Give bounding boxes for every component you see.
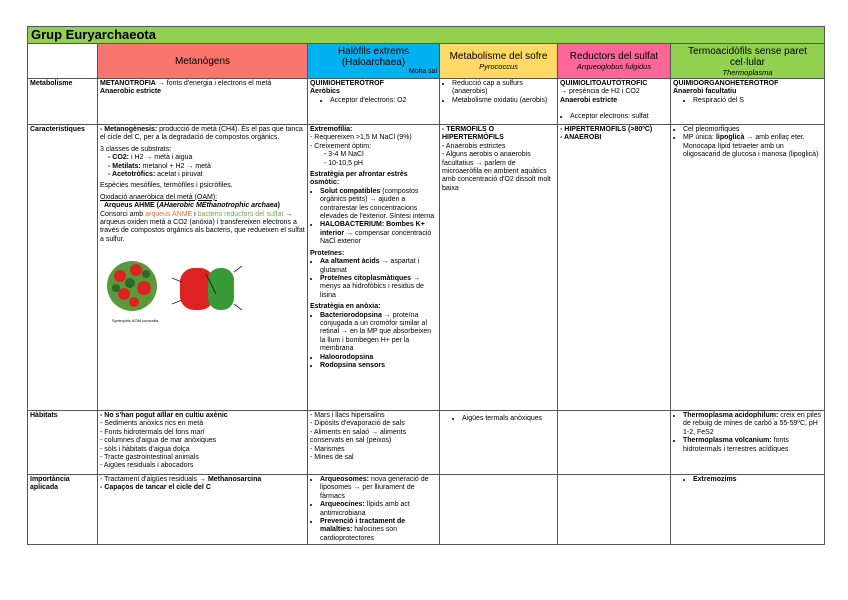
list-item: - Tracte gastrointestinal animals [100, 454, 199, 462]
text: → arqueus oxiden metà a CO2 (anòxia) i transfereixen electrons a través de compostos orgànics als bacteris, que redueixen el sulfat a sulfur. [100, 210, 305, 243]
header-row [28, 44, 825, 79]
text: MP única: [683, 134, 716, 142]
header-reductors-label: Reductors del sulfat [569, 51, 659, 62]
text: Arqueus AHME ( [104, 202, 159, 210]
cell-importancia-termoacidofils [671, 475, 825, 545]
text: halocines son cardioprotectores [320, 526, 398, 542]
text: - Metanogènesis: [100, 126, 158, 133]
list-item: - Mines de sal [310, 454, 354, 462]
cell-metabolisme-termoacidofils [671, 79, 825, 125]
header-sofre-sub: Pyrococcus [479, 62, 518, 71]
cell-metabolisme-sofre [440, 79, 558, 125]
text: lipoglicà [715, 134, 745, 142]
text: - Creixement òptim: [310, 142, 372, 150]
header-sofre-label: Metabolisme del sofre [449, 51, 548, 62]
text: thanotrophic archaea [206, 202, 278, 210]
text: → proteïna conjugada a un cromòfor similar al retinal → en la MP que absorbeixen la llum i bombegen H+ per la membrana [320, 311, 432, 353]
text: bacteris reductors del sulfat [197, 210, 284, 218]
text: Aeròbics [310, 88, 340, 96]
aom-consortia-figure [102, 248, 272, 328]
text: METANOTRÒFIA [100, 80, 156, 87]
text: → fonts d'energia i electrons el metà [155, 80, 272, 87]
text: → presència de H2 i CO2 [560, 88, 640, 96]
text: → amb enllaç eter. Monocapa lípid tetraeter amb un oligosacarid de glucosa i manosa (lipoglicà) [683, 134, 819, 159]
list-item: • Acceptor electrons: sulfat [570, 113, 668, 121]
header-metanogens-label: Metanògens [174, 55, 231, 67]
text: aerobic ME [169, 202, 207, 210]
text: Thermoplasma volcanium: [683, 437, 772, 445]
row-label-importancia: Importància aplicada [28, 475, 98, 545]
list-item: - Dipòsits d'evaporació de sals [310, 420, 405, 428]
list-item: • Cel pleomorfiques [683, 126, 822, 134]
text: Proteïnes citoplasmàtiques → [320, 274, 420, 282]
row-metabolisme [28, 79, 825, 125]
header-metanogens [98, 44, 308, 79]
cell-habitats-metanogens [98, 411, 308, 475]
text: Anaerobi estricte [560, 96, 618, 104]
text: Proteïnes: [310, 249, 345, 257]
cell-caract-sofre [440, 125, 558, 411]
text: - Acetotròfics: [108, 171, 156, 179]
text: Prevenció i tractament de malalties: [320, 518, 406, 534]
cell-caract-termoacidofils [671, 125, 825, 411]
list-item: - Mars i llacs hipersalins [310, 412, 385, 419]
cell-caract-metanogens [98, 125, 308, 411]
cell-metabolisme-halofils [308, 79, 440, 125]
text: arqueus ANME [145, 210, 193, 218]
header-halofils-label: Halòfils extrems (Haloarchaea) [337, 46, 410, 68]
text: AH [158, 202, 170, 210]
text: Arqueocines: [320, 501, 365, 509]
text: Bacteriorodopsina [320, 311, 382, 319]
list-item: - Fonts hidrotermals del fons marí [100, 428, 205, 436]
cell-metabolisme-metanogens [98, 79, 308, 125]
list-item: • Acceptor d'electrons: O2 [330, 97, 437, 105]
list-item: - Aigües residuals i abocadors [100, 462, 194, 470]
cell-metabolisme-reductors [558, 79, 671, 125]
row-label-metabolisme: Metabolisme [28, 79, 98, 125]
text: lípids amb act antimicrobiana [320, 501, 410, 517]
cell-habitats-sofre [440, 411, 558, 475]
text: - Requereixen >1,5 M NaCl (9%) [310, 134, 412, 142]
text: metanol + H2 → metà [140, 162, 211, 170]
list-item: - columnes d'aigua de mar anòxiques [100, 437, 217, 445]
header-reductors-sub: Arqueoglobus fulgidus [576, 62, 652, 71]
header-halofils-sub: Molta sal [408, 68, 437, 75]
text: QUIMIOORGANOHETERÒTROF [673, 80, 779, 87]
cell-importancia-sofre [440, 475, 558, 545]
text: - Metilats: [108, 162, 141, 170]
text: Estratègia per afrontar estrès osmòtic: [310, 171, 408, 187]
cell-importancia-metanogens [98, 475, 308, 545]
text: Espècies mesòfiles, termòfiles i psicròfiles. [100, 182, 233, 190]
header-termoacidofils [671, 44, 825, 79]
header-sofre [440, 44, 558, 79]
cell-caract-reductors [558, 125, 671, 411]
text: - CO2: [108, 154, 129, 162]
text: Oxidació anaeròbica del metà (OAM): [100, 193, 218, 201]
text: - Tractament d'aigües residuals → [100, 476, 208, 483]
text: Methanosarcina [207, 476, 262, 483]
list-item: - Marismes [310, 445, 345, 453]
text: Extremofília: [310, 126, 353, 133]
cell-habitats-reductors [558, 411, 671, 475]
list-item: • Respiració del S [693, 97, 822, 105]
text: → compensar concentració NaCl exterior [320, 229, 432, 246]
text: fonts hidrotermals i terrestres acídiques [683, 437, 789, 453]
text: - No s'han pogut aïllar en cultiu axènic [100, 412, 228, 419]
text: Estratègia en anòxia: [310, 303, 381, 311]
text: → aspartat i glutamat [320, 258, 420, 274]
text: QUIMIOLITOAUTÒTROFIC [560, 80, 648, 87]
row-label-habitats: Hàbitats [28, 411, 98, 475]
figure-caption: Syntrophic AOM consortia [112, 318, 159, 324]
cell-importancia-reductors [558, 475, 671, 545]
text: - Anaerobis estrictes [442, 142, 506, 150]
text: nova generació de liposomes → per lliurament de fàrmacs [320, 476, 429, 500]
table-title: Grup Euryarchaeota [28, 27, 825, 44]
text: - 10-10,5 pH [324, 159, 363, 167]
text: Anaerobi facultatiu [673, 88, 737, 96]
list-item: • Metabolisme oxidatiu (aerobis) [452, 97, 555, 105]
row-caracteristiques [28, 125, 825, 411]
text: - Capaços de tancar el cicle del C [100, 484, 211, 492]
text: Thermoplasma acidophilum: [683, 412, 779, 419]
text: i H2 → metà i aigua [129, 154, 193, 162]
text: 3 classes de substrats: [100, 145, 172, 153]
text: Consorci amb [100, 210, 146, 218]
text: HALOBACTERIUM: Bombes K+ interior [320, 221, 425, 237]
text: Arqueosomes: [320, 476, 370, 483]
text: - 3-4 M NaCl [324, 151, 364, 159]
row-habitats [28, 411, 825, 475]
header-halofils [308, 44, 440, 79]
text: Solut compatibles [320, 187, 381, 195]
cell-caract-halofils [308, 125, 440, 411]
cell-importancia-halofils [308, 475, 440, 545]
text: - TERMÒFILS O HIPERTERMÒFILS [442, 126, 504, 142]
cell-habitats-termoacidofils [671, 411, 825, 475]
list-item: - sòls i hàbitats d'aigua dolça [100, 445, 190, 453]
text: Anaerobic estricte [100, 88, 162, 96]
text: acetat i piruvat [155, 171, 203, 179]
title-row [28, 27, 825, 44]
row-label-caracteristiques: Característiques [28, 125, 98, 411]
euryarchaeota-table [27, 26, 825, 545]
text: producció de metà (CH4). És el pas que tanca el cicle del C, per a la degradació de compostos orgànics. [100, 126, 303, 142]
text: creix en piles de rebuig de mines de carbó a 55-59ºC, pH 1-2, FeS2 [683, 412, 822, 436]
list-item: - Sediments anòxics rics en metà [100, 420, 204, 428]
cell-habitats-halofils [308, 411, 440, 475]
list-item: • Extremozims [693, 476, 822, 484]
text: - HIPERTERMÒFILS (>80ºC) [560, 126, 653, 133]
header-reductors [558, 44, 671, 79]
list-item: - Aliments en salaó → aliments conservats en sal (peixos) [310, 428, 407, 445]
text: Aa altament àcids [320, 258, 380, 266]
header-termoacidofils-label: Termoacidòfils sense paret cel·lular [688, 45, 807, 68]
text: i [192, 210, 198, 218]
text: - Alguns aerobis o anaerobis facultatius → parlem de microaeròfila en ambient aquàtics amb concentració d'O2 dissolt molt baixa [442, 151, 551, 192]
header-empty [28, 44, 98, 79]
text: (compostos orgànics petits) → ajuden a contrarestar les concentracions elevades de l'exterior. Síntesi interna [320, 187, 435, 221]
document-sheet [27, 26, 824, 545]
list-item: • Rodopsina sensors [320, 362, 437, 370]
row-importancia [28, 475, 825, 545]
list-item: • Aigües termals anòxiques [462, 415, 555, 423]
text: menys aa hidrofòbics i residus de lisina [320, 283, 424, 299]
header-termoacidofils-sub: Thermoplasma [722, 67, 773, 77]
text: QUIMIOHETERÒTROF [310, 80, 384, 87]
list-item: • Haloorodopsina [320, 354, 437, 362]
text: - ANAEROBI [560, 134, 602, 142]
text: ) [277, 202, 280, 210]
list-item: • Reducció cap a sulfurs (anaerobis) [452, 80, 555, 97]
